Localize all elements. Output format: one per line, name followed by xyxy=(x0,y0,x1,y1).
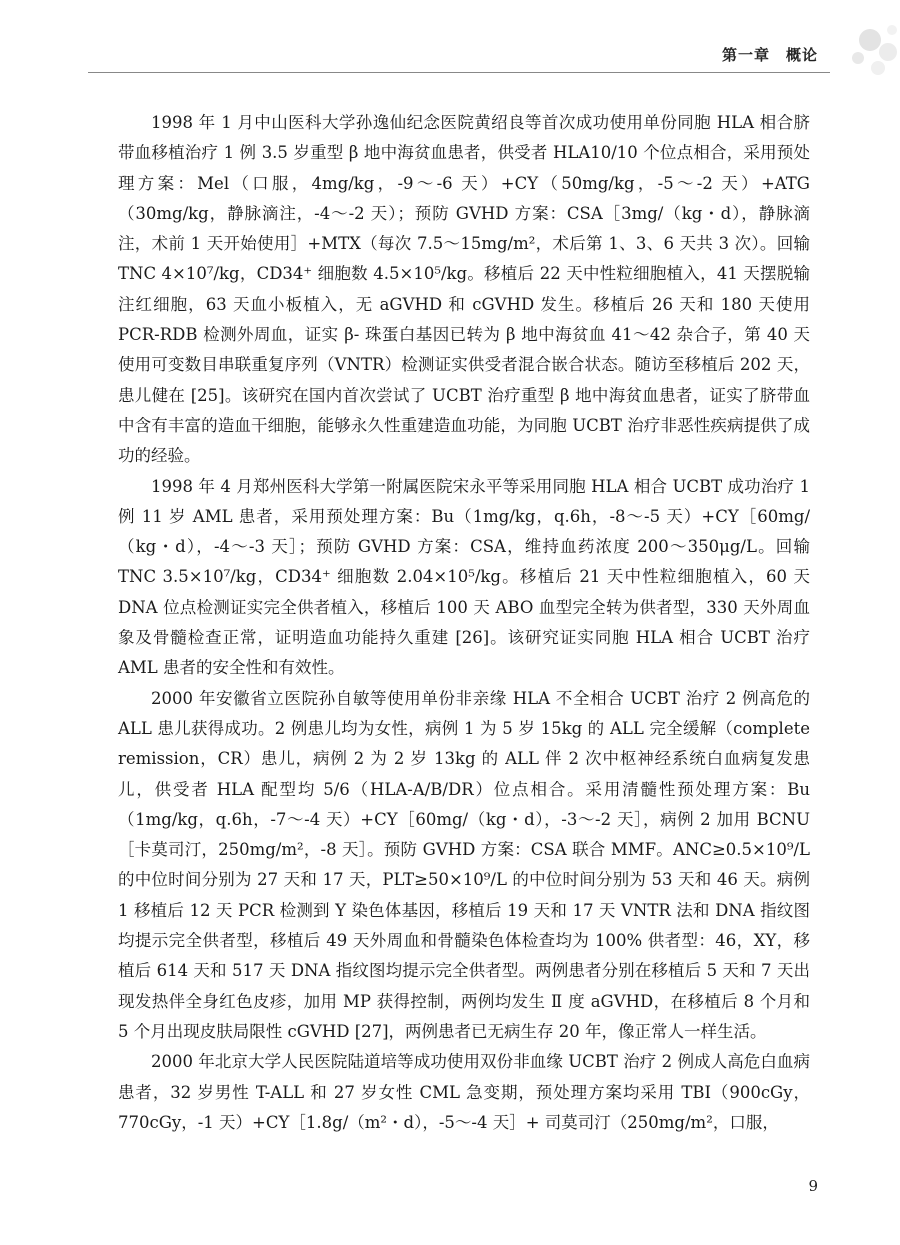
body-text xyxy=(118,108,810,1138)
header-divider xyxy=(88,72,830,73)
paragraph-1: 1998 年 1 月中山医科大学孙逸仙纪念医院黄绍良等首次成功使用单份同胞 HLA 相合脐带血移植治疗 1 例 3.5 岁重型 β 地中海贫血患者，供受者 HLA10/10 个位点相合，采用预处理方案：Mel（口服，4mg/kg，-9～-6 天）+CY（50mg/kg，-5～-2 天）+ATG（30mg/kg，静脉滴注，-4～-2 天）；预防 GVHD 方案：CSA［3mg/（kg・d），静脉滴注，术前 1 天开始使用］+MTX（每次 7.5～15mg/m²，术后第 1、3、6 天共 3 次）。回输 TNC 4×10⁷/kg，CD34⁺ 细胞数 4.5×10⁵/kg。移植后 22 天中性粒细胞植入，41 天摆脱输注红细胞，63 天血小板植入，无 aGVHD 和 cGVHD 发生。移植后 26 天和 180 天使用 PCR-RDB 检测外周血，证实 β- 珠蛋白基因已转为 β 地中海贫血 41～42 杂合子，第 40 天使用可变数目串联重复序列（VNTR）检测证实供受者混合嵌合状态。随访至移植后 202 天，患儿健在 [25]。该研究在国内首次尝试了 UCBT 治疗重型 β 地中海贫血患者，证实了脐带血中含有丰富的造血干细胞，能够永久性重建造血功能，为同胞 UCBT 治疗非恶性疾病提供了成功的经验。 xyxy=(118,113,810,466)
paragraph-4: 2000 年北京大学人民医院陆道培等成功使用双份非血缘 UCBT 治疗 2 例成人高危白血病患者，32 岁男性 T-ALL 和 27 岁女性 CML 急变期，预处理方案均采用 TBI（900cGy，770cGy，-1 天）+CY［1.8g/（m²・d），-5～-4 天］+ 司莫司汀（250mg/m²，口服， xyxy=(118,1052,810,1132)
decorative-dots-icon xyxy=(830,18,900,88)
page-number: 9 xyxy=(808,1177,818,1195)
paragraph-3: 2000 年安徽省立医院孙自敏等使用单份非亲缘 HLA 不全相合 UCBT 治疗 2 例高危的 ALL 患儿获得成功。2 例患儿均为女性，病例 1 为 5 岁 15kg 的 ALL 完全缓解（complete remission，CR）患儿，病例 2 为 2 岁 13kg 的 ALL 伴 2 次中枢神经系统白血病复发患儿，供受者 HLA 配型均 5/6（HLA-A/B/DR）位点相合。采用清髓性预处理方案：Bu（1mg/kg，q.6h，-7～-4 天）+CY［60mg/（kg・d），-3～-2 天］，病例 2 加用 BCNU［卡莫司汀，250mg/m²，-8 天］。预防 GVHD 方案：CSA 联合 MMF。ANC≥0.5×10⁹/L 的中位时间分别为 27 天和 17 天，PLT≥50×10⁹/L 的中位时间分别为 53 天和 46 天。病例 1 移植后 12 天 PCR 检测到 Y 染色体基因，移植后 19 天和 17 天 VNTR 法和 DNA 指纹图均提示完全供者型，移植后 49 天外周血和骨髓染色体检查均为 100% 供者型：46，XY，移植后 614 天和 517 天 DNA 指纹图均提示完全供者型。两例患者分别在移植后 5 天和 7 天出现发热伴全身红色皮疹，加用 MP 获得控制，两例均发生 Ⅱ 度 aGVHD，在移植后 8 个月和 5 个月出现皮肤局限性 cGVHD [27]，两例患者已无病生存 20 年，像正常人一样生活。 xyxy=(118,688,810,1041)
chapter-header: 第一章 概论 xyxy=(721,46,818,64)
paragraph-2: 1998 年 4 月郑州医科大学第一附属医院宋永平等采用同胞 HLA 相合 UCBT 成功治疗 1 例 11 岁 AML 患者，采用预处理方案：Bu（1mg/kg，q.6h，-8～-5 天）+CY［60mg/（kg・d），-4～-3 天］；预防 GVHD 方案：CSA，维持血药浓度 200～350μg/L。回输 TNC 3.5×10⁷/kg，CD34⁺ 细胞数 2.04×10⁵/kg。移植后 21 天中性粒细胞植入，60 天 DNA 位点检测证实完全供者植入，移植后 100 天 ABO 血型完全转为供者型，330 天外周血象及骨髓检查正常，证明造血功能持久重建 [26]。该研究证实同胞 HLA 相合 UCBT 治疗 AML 患者的安全性和有效性。 xyxy=(118,476,810,678)
